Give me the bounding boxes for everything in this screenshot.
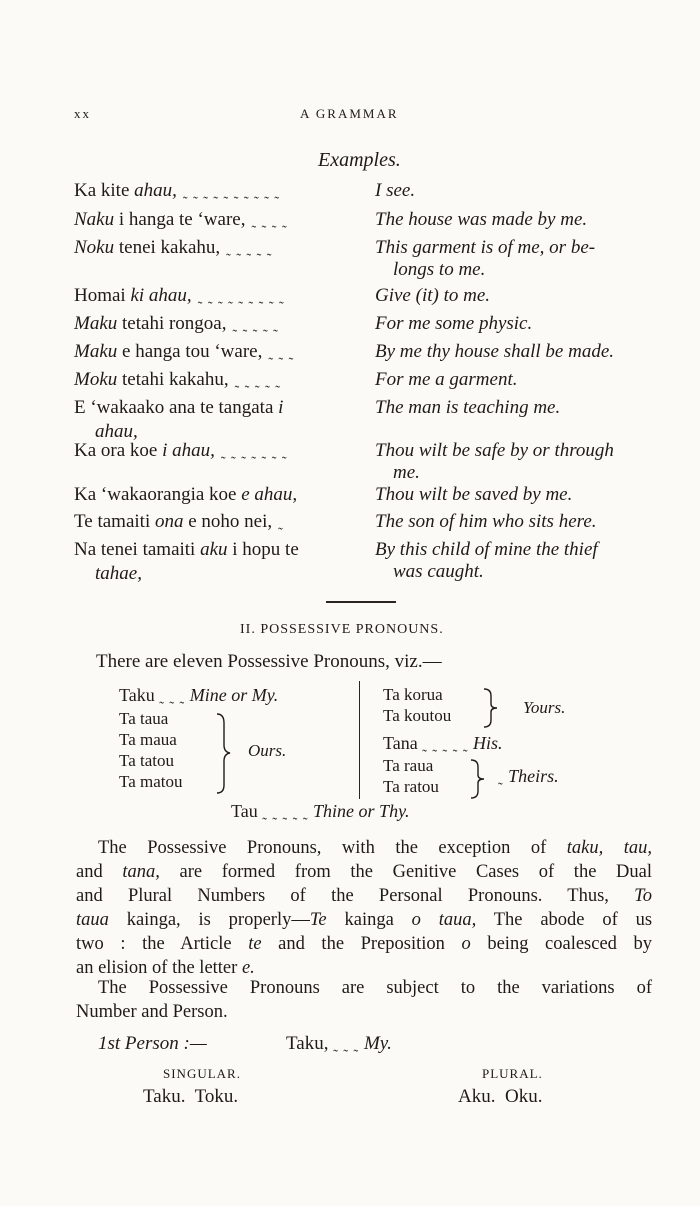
ours-brace xyxy=(214,711,238,795)
example-english: I see. xyxy=(375,180,416,201)
example-english: The man is teaching me. xyxy=(375,397,561,418)
tau-meaning: Thine or Thy. xyxy=(313,801,410,821)
theirs-row xyxy=(498,766,559,787)
paragraph-segment: The Possessive Pronouns, with the exception of xyxy=(98,838,567,858)
leader-dots: ˷ xyxy=(278,516,284,531)
ours-forms xyxy=(119,708,182,792)
pronoun-tau: Tau xyxy=(231,801,258,821)
yours-forms xyxy=(383,684,451,726)
leader-dots: ˷ ˷ ˷ ˷ ˷ ˷ ˷ ˷ ˷ ˷ xyxy=(182,185,281,200)
paragraph-segment: kainga, is properly— xyxy=(108,910,310,930)
example-maori-segment: aku xyxy=(200,539,228,560)
page-number: xx xyxy=(74,106,91,121)
example-maori-segment: ki ahau, xyxy=(130,285,192,306)
example-maori-segment: ahau, xyxy=(134,180,177,201)
example-english: Thou wilt be safe by or through xyxy=(375,440,614,461)
example-maori-segment: Te tamaiti xyxy=(74,511,155,532)
leader-dots: ˷ ˷ ˷ ˷ ˷ xyxy=(232,318,279,333)
yours-brace xyxy=(481,686,503,730)
example-english: By this child of mine the thief xyxy=(375,539,598,560)
singular-forms: Taku. Toku. xyxy=(143,1086,239,1107)
example-maori xyxy=(74,484,297,506)
paragraph-segment: two : the Article xyxy=(76,934,249,954)
example-english: Give (it) to me. xyxy=(375,285,491,306)
example-english: Thou wilt be saved by me. xyxy=(375,484,573,505)
example-maori-segment: tetahi rongoa, xyxy=(117,313,227,334)
plural-heading: PLURAL. xyxy=(482,1066,543,1081)
example-english: The house was made by me. xyxy=(375,209,588,230)
paragraph-segment: taua xyxy=(76,910,109,930)
paragraph-segment: being coalesced by xyxy=(470,934,653,954)
paragraph-line xyxy=(76,908,652,932)
example-maori-segment: tetahi kakahu, xyxy=(117,369,229,390)
yours-form: Ta koutou xyxy=(383,706,452,725)
example-maori-segment: Ka kite xyxy=(74,180,135,201)
ours-form: Ta tatou xyxy=(119,751,174,770)
example-english: For me a garment. xyxy=(375,369,518,390)
paragraph-line: Number and Person. xyxy=(76,1002,228,1022)
example-maori xyxy=(74,209,288,231)
example-english-continuation: longs to me. xyxy=(393,259,486,280)
leader-dots: ˷ xyxy=(498,771,504,786)
paragraph-segment: Te xyxy=(309,910,327,930)
example-english: The son of him who sits here. xyxy=(375,511,597,532)
example-maori-segment: e ahau, xyxy=(241,484,298,505)
example-maori-segment: Ka ‘wakaorangia koe xyxy=(74,484,242,505)
example-maori-segment: e hanga tou ‘ware, xyxy=(117,341,263,362)
example-maori-segment: i ahau, xyxy=(162,440,215,461)
ours-form: Ta maua xyxy=(119,730,177,749)
example-maori xyxy=(74,180,280,202)
example-maori-segment: Na tenei tamaiti xyxy=(74,539,201,560)
taku-meaning: Mine or My. xyxy=(189,685,279,705)
example-maori-segment: Maku xyxy=(74,341,118,362)
example-maori-segment: i hanga te ‘ware, xyxy=(114,209,246,230)
first-person-word: Taku, xyxy=(286,1033,329,1054)
paragraph-segment: te xyxy=(248,934,262,954)
paragraph-line: The Possessive Pronouns are subject to the variations of xyxy=(98,978,652,998)
intro-text: There are eleven Possessive Pronouns, viz.— xyxy=(96,651,442,672)
pronoun-tana-row xyxy=(383,733,503,754)
yours-meaning: Yours. xyxy=(523,698,566,717)
example-maori-segment: e noho nei, xyxy=(183,511,273,532)
paragraph-segment: and Plural Numbers of the Personal Pronouns. Thus, xyxy=(76,886,635,906)
paragraph-possessive-formation xyxy=(76,836,652,980)
paragraph-segment: tana, xyxy=(122,862,160,882)
paragraph-segment: kainga xyxy=(326,910,412,930)
first-person-example xyxy=(286,1033,392,1055)
example-maori xyxy=(74,341,294,363)
example-english: This garment is of me, or be- xyxy=(375,237,596,258)
example-english: For me some physic. xyxy=(375,313,533,334)
paragraph-segment: taku, tau, xyxy=(566,838,652,858)
example-maori-segment: tenei kakahu, xyxy=(114,237,221,258)
first-person-meaning: My. xyxy=(363,1033,392,1054)
paragraph-segment: e. xyxy=(241,958,255,978)
example-maori-segment: E ‘wakaako ana te tangata xyxy=(74,397,279,418)
example-maori-continuation: ahau, xyxy=(95,421,138,442)
paragraph-line xyxy=(76,836,652,860)
example-maori xyxy=(74,285,285,307)
leader-dots: ˷ ˷ ˷ xyxy=(333,1038,360,1053)
example-maori xyxy=(74,511,284,533)
theirs-form: Ta raua xyxy=(383,756,434,775)
theirs-forms xyxy=(383,755,439,797)
first-person-label: 1st Person :— xyxy=(98,1033,207,1054)
singular-heading: SINGULAR. xyxy=(163,1066,241,1081)
paragraph-segment: The abode of us xyxy=(476,910,653,930)
example-maori-segment: Ka ora koe xyxy=(74,440,163,461)
paragraph-segment: and the Preposition xyxy=(261,934,462,954)
theirs-form: Ta ratou xyxy=(383,777,439,796)
leader-dots: ˷ ˷ ˷ ˷ ˷ xyxy=(234,374,281,389)
ours-form: Ta matou xyxy=(119,772,183,791)
example-maori xyxy=(74,539,299,561)
leader-dots: ˷ ˷ ˷ ˷ ˷ xyxy=(226,242,273,257)
example-maori-segment: Homai xyxy=(74,285,131,306)
example-maori xyxy=(74,397,283,419)
ours-meaning: Ours. xyxy=(248,741,287,760)
table-divider xyxy=(359,681,360,799)
first-person-row xyxy=(98,1033,207,1055)
leader-dots: ˷ ˷ ˷ ˷ ˷ ˷ ˷ xyxy=(220,445,288,460)
leader-dots: ˷ ˷ ˷ ˷ ˷ xyxy=(422,738,469,753)
yours-form: Ta korua xyxy=(383,685,443,704)
theirs-meaning: Theirs. xyxy=(508,766,559,786)
example-maori-segment: Maku xyxy=(74,313,118,334)
paragraph-variations xyxy=(76,976,652,1024)
paragraph-segment: To xyxy=(634,886,652,906)
example-maori-segment: Moku xyxy=(74,369,118,390)
leader-dots: ˷ ˷ ˷ ˷ ˷ ˷ ˷ ˷ ˷ xyxy=(197,290,285,305)
section-heading: II. POSSESSIVE PRONOUNS. xyxy=(240,622,444,637)
example-maori-segment: i xyxy=(278,397,284,418)
paragraph-line xyxy=(76,884,652,908)
pronoun-tana: Tana xyxy=(383,733,418,753)
example-maori xyxy=(74,440,288,462)
leader-dots: ˷ ˷ ˷ xyxy=(268,346,295,361)
ours-form: Ta taua xyxy=(119,709,169,728)
pronoun-tau-row xyxy=(231,801,410,822)
example-maori-segment: i hopu te xyxy=(227,539,299,560)
pronoun-taku-row xyxy=(119,685,278,706)
paragraph-segment: and xyxy=(76,862,123,882)
running-title: A GRAMMAR xyxy=(300,106,399,121)
example-maori-continuation: tahae, xyxy=(95,563,142,584)
leader-dots: ˷ ˷ ˷ xyxy=(159,690,186,705)
pronoun-taku: Taku xyxy=(119,685,155,705)
examples-heading: Examples. xyxy=(318,149,401,171)
leader-dots: ˷ ˷ ˷ ˷ xyxy=(251,214,288,229)
example-maori xyxy=(74,313,279,335)
section-rule xyxy=(326,601,396,603)
example-maori-segment: Naku xyxy=(74,209,115,230)
leader-dots: ˷ ˷ ˷ ˷ ˷ xyxy=(262,806,309,821)
tana-meaning: His. xyxy=(473,733,503,753)
paragraph-segment: o xyxy=(461,934,471,954)
paragraph-segment: an elision of the letter xyxy=(76,958,242,978)
example-maori xyxy=(74,237,272,259)
plural-forms: Aku. Oku. xyxy=(458,1086,543,1107)
paragraph-segment: o taua, xyxy=(411,910,477,930)
example-english-continuation: me. xyxy=(393,462,420,483)
example-english-continuation: was caught. xyxy=(393,561,484,582)
example-maori-segment: ona xyxy=(154,511,184,532)
paragraph-segment: are formed from the Genitive Cases of the Dual xyxy=(159,862,653,882)
example-maori xyxy=(74,369,281,391)
paragraph-line xyxy=(76,932,652,956)
paragraph-line xyxy=(76,860,652,884)
example-maori-segment: Noku xyxy=(74,237,115,258)
theirs-brace xyxy=(468,757,490,801)
example-english: By me thy house shall be made. xyxy=(375,341,615,362)
